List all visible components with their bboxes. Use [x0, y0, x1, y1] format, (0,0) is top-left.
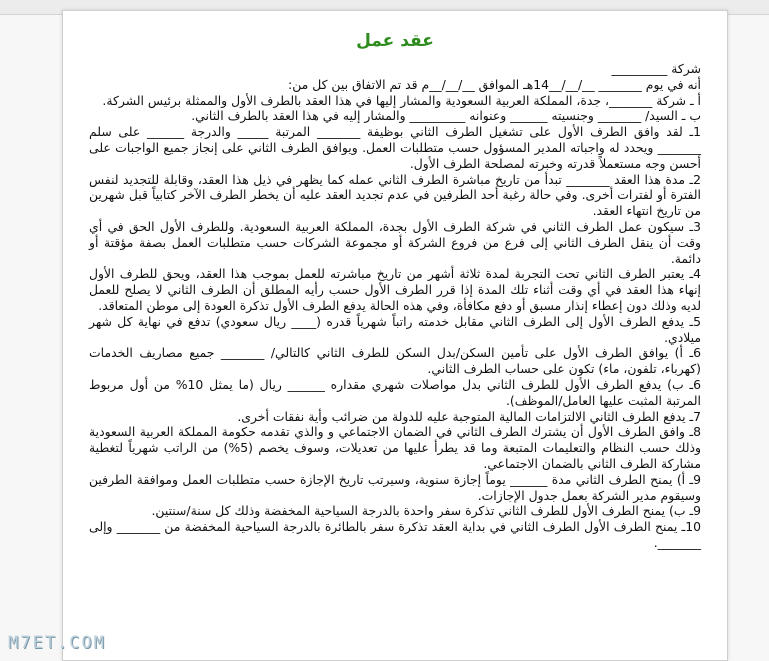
clause-8: 8ـ وافق الطرف الأول أن يشترك الطرف الثاني في الضمان الاجتماعي و والذي تقدمه حكومة المملكة العربية السعودية وذلك حسب النظام والتعليمات المتبعة وما قد يطرأ عليها من تعديلات، وسوف يخصم (5%) من الراتب شهرياً لتغطية مشاركة الطرف الثاني بالضمان الاجتماعي. — [89, 424, 701, 471]
clause-6a: 6ـ أ) يوافق الطرف الأول على تأمين السكن/بدل السكن للطرف الثاني كالتالي/ _______ جميع مصاريف الخدمات (كهرباء، تلفون، ماء) تكون على حساب الطرف الثاني. — [89, 345, 701, 377]
clause-3: 3ـ سيكون عمل الطرف الثاني في شركة الطرف الأول بجدة، المملكة العربية السعودية. وللطرف الأول الحق في أي وقت أن ينقل الطرف الثاني إلى فرع من فروع الشركة أو مجموعة الشركات حسب متطلبات العمل بصفة مؤقتة أو دائمة. — [89, 218, 701, 266]
contract-body — [89, 61, 701, 551]
clause-9a: 9ـ أ) يمنح الطرف الثاني مدة ______ يوماً إجازة سنوية، وسيرتب تاريخ الإجازة حسب متطلبات العمل وموافقة الطرفين وسيقوم مدير الشركة بعمل جدول الإجازات. — [89, 471, 701, 503]
party-a: أ ـ شركة _______، جدة، المملكة العربية السعودية والمشار إليها في هذا العقد بالطرف الأول والممثلة برئيس الشركة. — [102, 92, 701, 108]
clause-6b: 6ـ ب) يدفع الطرف الأول للطرف الثاني بدل مواصلات شهري مقداره ______ ريال (ما يمثل 10% من أول مربوط المرتبة المثبت عليها العامل/الموظف). — [89, 376, 701, 408]
document-title: عقد عمل — [356, 31, 434, 51]
site-watermark: M7ET.COM — [8, 633, 106, 653]
clause-7: 7ـ يدفع الطرف الثاني الالتزامات المالية المتوجبة عليه للدولة من ضرائب وأية نفقات أخرى. — [237, 408, 701, 424]
clause-4: 4ـ يعتبر الطرف الثاني تحت التجربة لمدة ثلاثة أشهر من تاريخ مباشرته للعمل بموجب هذا العقد، ويحق للطرف الأول إنهاء هذا العقد في أي وقت أثناء تلك المدة إذا قرر الطرف الأول حسب رأيه المطلق أن الطرف الثاني لا يصلح للعمل لديه وذلك دون إعطاء إنذار مسبق أو دفع مكافأة، وفي هذه الحالة يدفع الطرف الأول تذكرة العودة إلى موطن المتعاقد. — [89, 266, 701, 313]
clause-1: 1ـ لقد وافق الطرف الأول على تشغيل الطرف الثاني بوظيفة _______ المرتبة _____ والدرجة ______ على سلم _______ ويحدد له واجباته المدير المسؤول حسب متطلبات العمل. ويوافق الطرف الثاني على إنجاز جميع الواجبات على أحسن وجه مستعملاً قدرته وخبرته لمصلحة الطرف الأول. — [89, 124, 701, 171]
clause-5: 5ـ يدفع الطرف الأول إلى الطرف الثاني مقابل خدمته راتباً شهرياً قدره (____ ريال سعودي) تدفع في نهاية كل شهر ميلادي. — [89, 313, 701, 345]
clause-10: 10ـ يمنح الطرف الأول الطرف الثاني في بداية العقد تذكرة سفر بالطائرة بالدرجة السياحية المخفضة من _______ وإلى _______. — [89, 519, 701, 550]
date-line: أنه في يوم _______ __/__/__14هـ الموافق __/__/__م قد تم الاتفاق بين كل من: — [288, 76, 701, 92]
party-b: ب ـ السيد/ _______ وجنسيته ______ وعنوانه _________ والمشار إليه في هذا العقد بالطرف الثاني. — [191, 108, 701, 124]
company-line: شركة _________ — [611, 61, 701, 76]
clause-9b: 9ـ ب) يمنح الطرف الأول للطرف الثاني تذكرة سفر واحدة بالدرجة السياحية المخفضة وذلك كل سنة/سنتين. — [151, 503, 701, 519]
document-page — [62, 10, 728, 661]
clause-2: 2ـ مدة هذا العقد _______ تبدأ من تاريخ مباشرة الطرف الثاني عمله كما يظهر في ذيل هذا العقد، وقابلة للتجديد لنفس الفترة أو لفترات أخرى. وفي حالة رغبة أحد الطرفين في عدم تجديد العقد عليه أن يخطر الطرف الآخر كتابياً قبل شهرين من تاريخ انتهاء العقد. — [89, 171, 701, 219]
